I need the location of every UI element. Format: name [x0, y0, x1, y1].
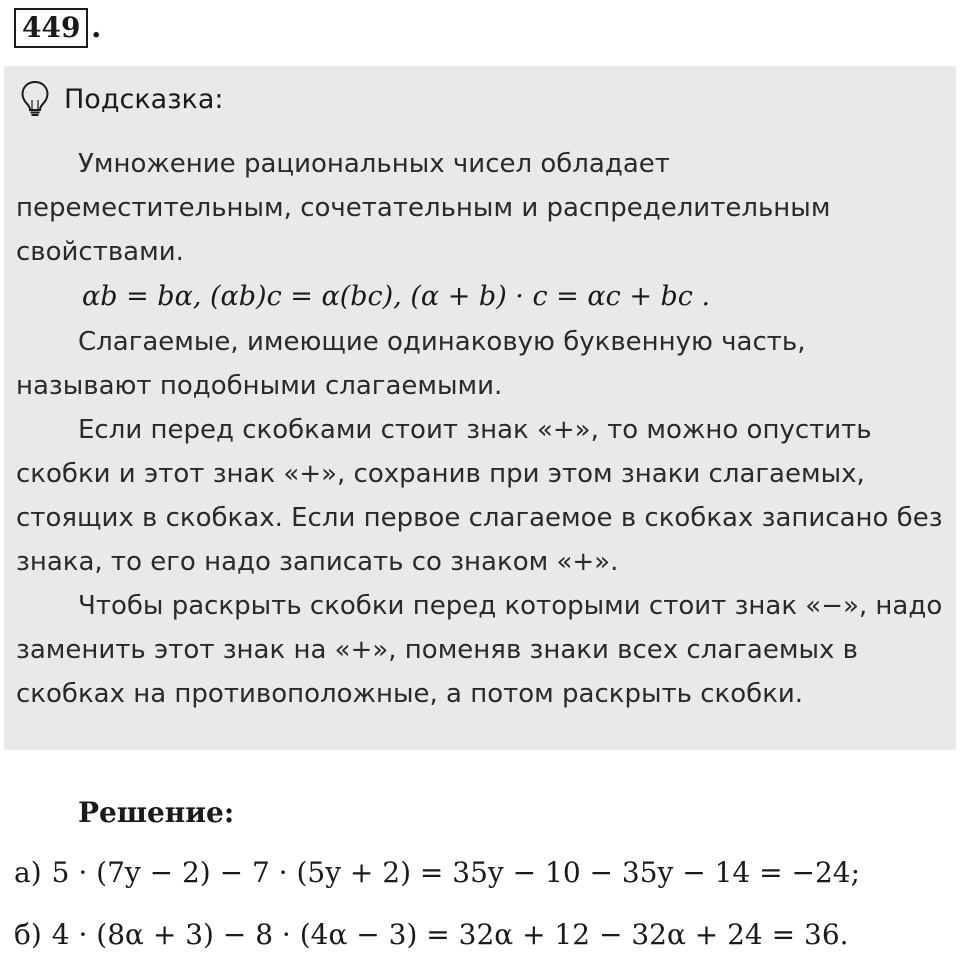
solution-item-b	[14, 918, 849, 951]
lightbulb-icon	[20, 80, 50, 118]
solution-label: а)	[14, 856, 42, 889]
hint-paragraph-properties: Умножение рациональных чисел обладает переместительным, сочетательным и распределительным свойствами.	[16, 149, 831, 267]
problem-number: 449	[22, 11, 81, 44]
hint-title: Подсказка:	[64, 83, 224, 115]
hint-paragraph-like-terms: Слагаемые, имеющие одинаковую буквенную часть, называют подобными слагаемыми.	[16, 327, 806, 401]
problem-number-dot: .	[91, 10, 102, 45]
solution-title: Решение:	[78, 796, 235, 829]
hint-body	[16, 142, 946, 716]
hint-paragraph-minus-rule: Чтобы раскрыть скобки перед которыми стоит знак «−», надо заменить этот знак на «+», поменяв знаки всех слагаемых в скобках на противоположные, а потом раскрыть скобки.	[16, 591, 943, 709]
problem-number-box	[14, 8, 88, 48]
solution-expression: 5 · (7y − 2) − 7 · (5y + 2) = 35y − 10 − 35y − 14 = −24;	[51, 856, 861, 889]
hint-header	[20, 80, 224, 118]
hint-formula: αb = bα, (αb)c = α(bc), (α + b) · c = αc + bc .	[82, 281, 711, 312]
solution-item-a	[14, 856, 860, 889]
solution-label: б)	[14, 918, 42, 951]
hint-paragraph-plus-rule: Если перед скобками стоит знак «+», то можно опустить скобки и этот знак «+», сохранив при этом знаки слагаемых, стоящих в скобках. Если первое слагаемое в скобках записано без знака, то его надо записать со знаком «+».	[16, 415, 943, 577]
solution-expression: 4 · (8α + 3) − 8 · (4α − 3) = 32α + 12 − 32α + 24 = 36.	[51, 918, 849, 951]
hint-box	[4, 66, 956, 750]
